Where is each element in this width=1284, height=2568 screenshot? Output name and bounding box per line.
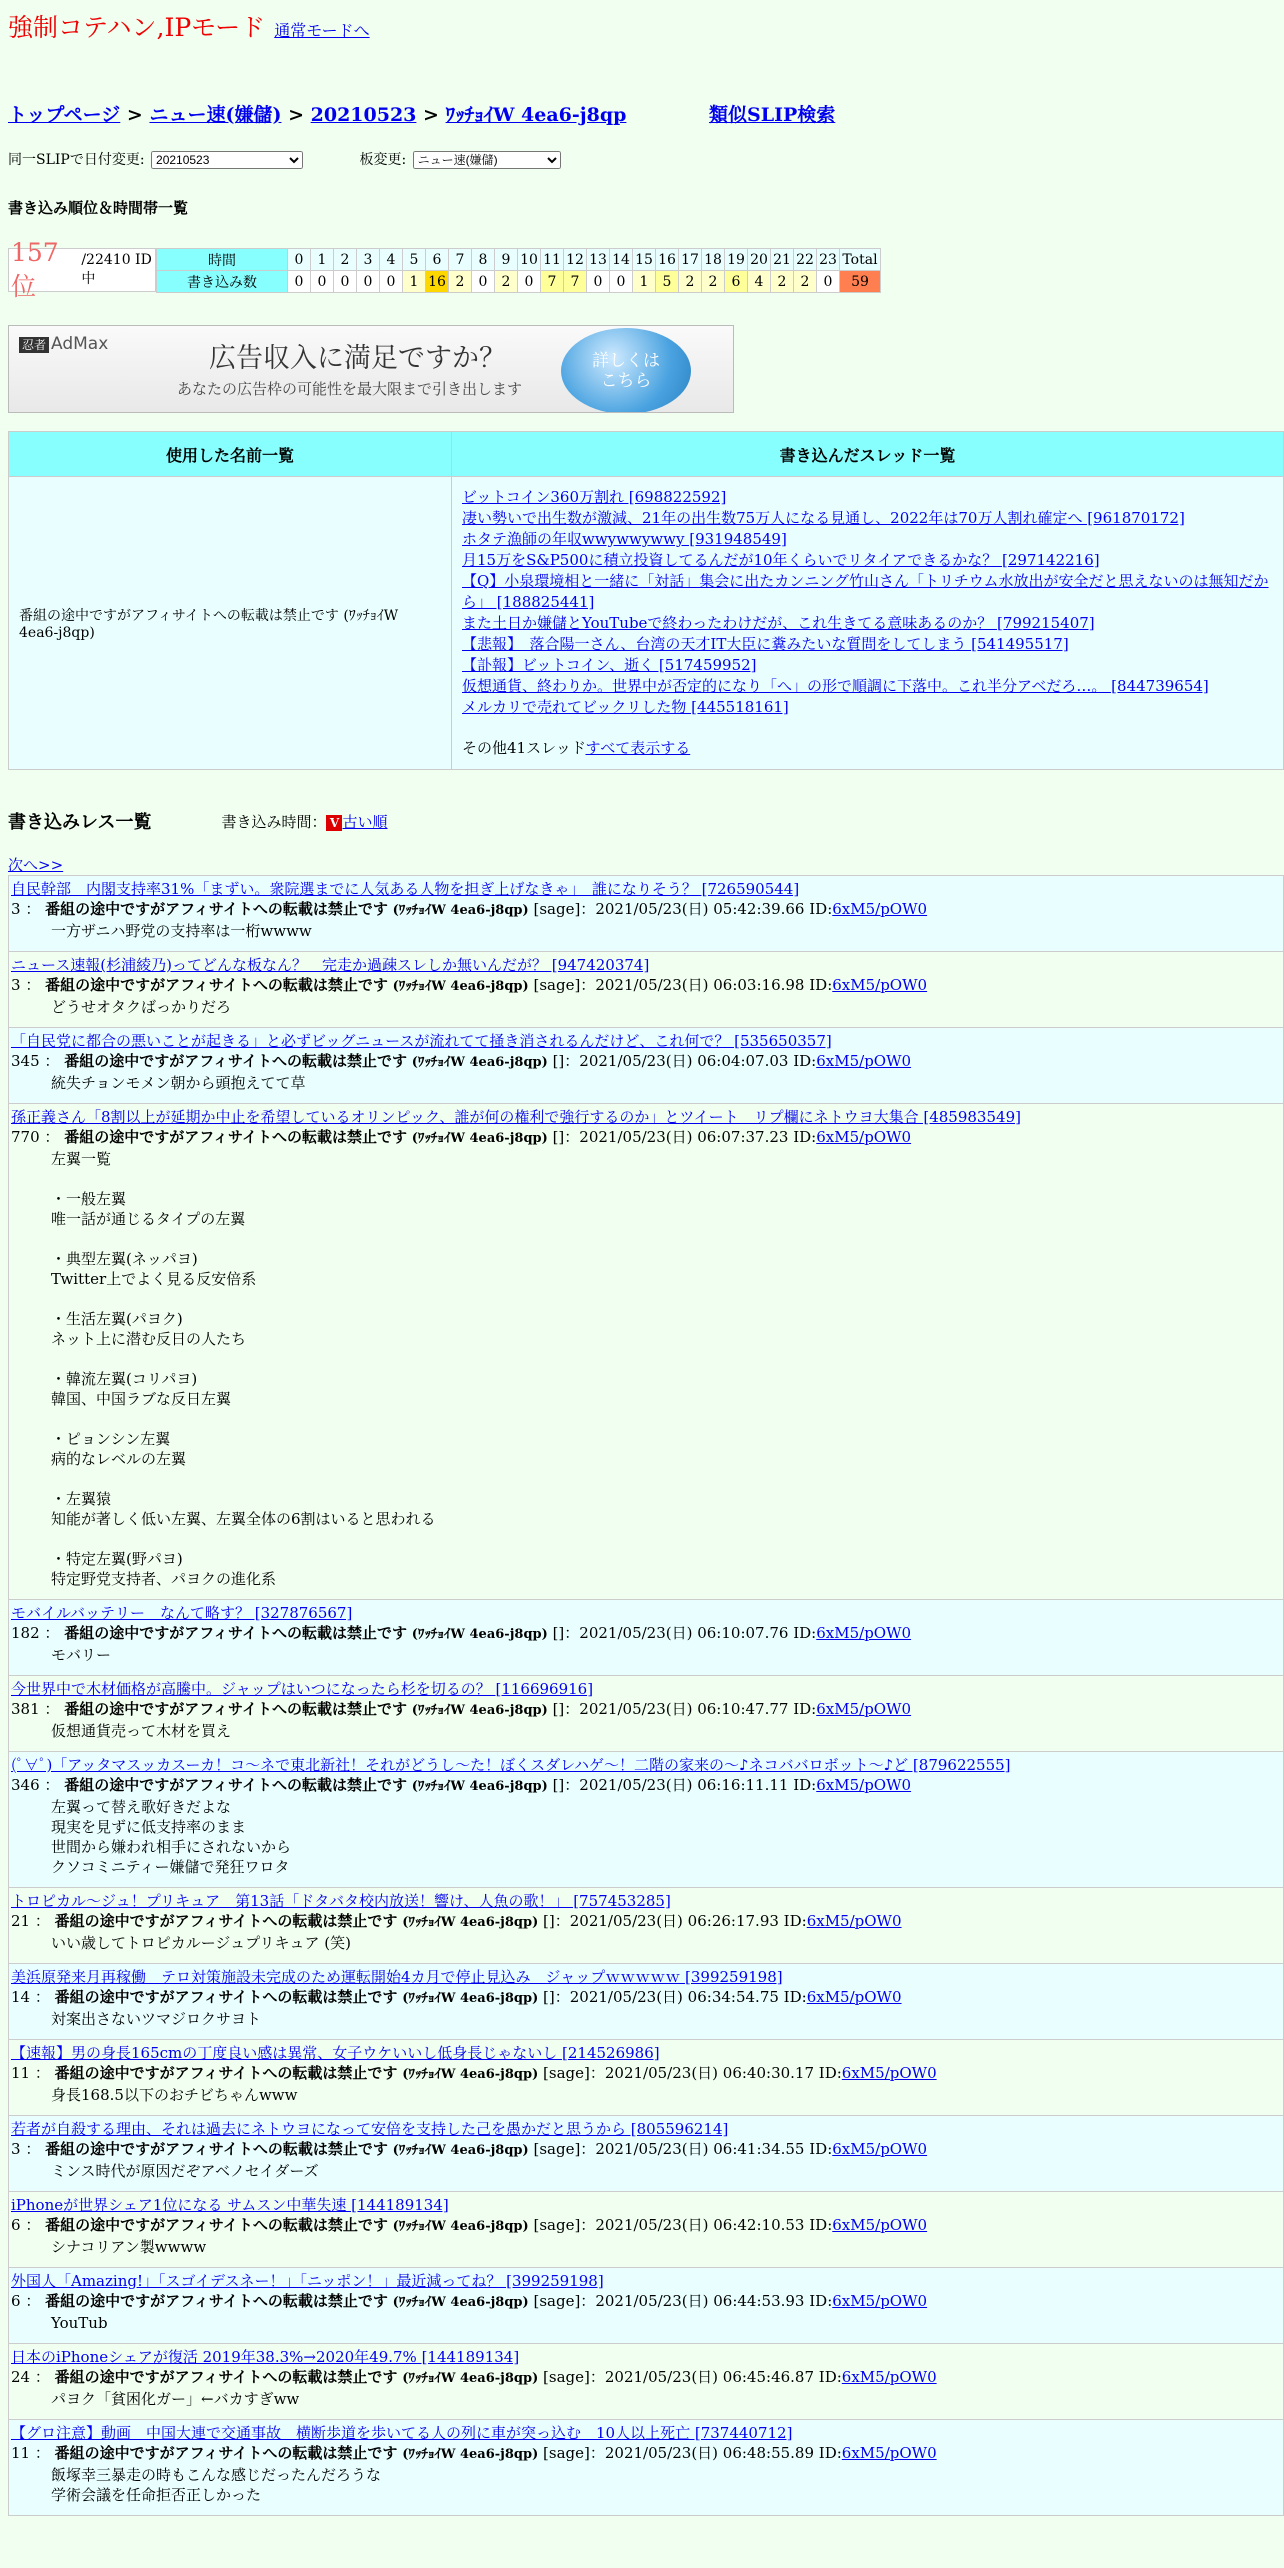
post-date: 2021/05/23(日) 06:45:46.87 bbox=[604, 2368, 815, 2386]
post-thread-link[interactable]: 【グロ注意】動画 中国大連で交通事故 横断歩道を歩いてる人の列に車が突っ込む 10人以上死亡 [737440712] bbox=[11, 2424, 793, 2442]
post-thread-link[interactable]: 【速報】男の身長165cmの丁度良い感は異常、女子ウケいいし低身長じゃないし [214526986] bbox=[11, 2044, 660, 2062]
post-header: 3 ： 番組の途中ですがアフィサイトへの転載は禁止です (ﾜｯﾁｮｲW 4ea6-j8qp) [sage]：2021/05/23(日) 05:42:39.66 ID:6xM5/pOW0 bbox=[11, 900, 928, 918]
post-author-name: 番組の途中ですがアフィサイトへの転載は禁止です bbox=[64, 1776, 407, 1794]
post-header: 381 ： 番組の途中ですがアフィサイトへの転載は禁止です (ﾜｯﾁｮｲW 4ea6-j8qp) []：2021/05/23(日) 06:10:47.77 ID:6xM5/pOW0 bbox=[11, 1700, 912, 1718]
used-name: 番組の途中ですがアフィサイトへの転載は禁止です (ﾜｯﾁｮｲW 4ea6-j8qp) bbox=[9, 477, 452, 770]
thread-link[interactable]: また土日か嫌儲とYouTubeで終わったわけだが、これ生きてる意味あるのか？ [799215407] bbox=[462, 614, 1095, 632]
post-header: 3 ： 番組の途中ですがアフィサイトへの転載は禁止です (ﾜｯﾁｮｲW 4ea6-j8qp) [sage]：2021/05/23(日) 06:41:34.55 ID:6xM5/pOW0 bbox=[11, 2140, 928, 2158]
admax-logo bbox=[19, 334, 108, 354]
post-id-link[interactable]: 6xM5/pOW0 bbox=[832, 2140, 928, 2158]
post-number: 346 bbox=[11, 1776, 40, 1794]
post-date: 2021/05/23(日) 06:40:30.17 bbox=[604, 2064, 815, 2082]
count-cell: 4 bbox=[748, 271, 771, 293]
count-cell: 0 bbox=[357, 271, 380, 293]
time-label: 時間 bbox=[157, 249, 288, 271]
post-item bbox=[8, 1964, 1284, 2040]
post-mail: [] bbox=[543, 1912, 555, 1930]
breadcrumb-board[interactable]: ニュー速(嫌儲) bbox=[149, 104, 282, 126]
post-author-name: 番組の途中ですがアフィサイトへの転載は禁止です bbox=[54, 2444, 398, 2462]
post-thread-link[interactable]: トロピカル～ジュ！プリキュア 第13話「ドタバタ校内放送！響け、人魚の歌！」 [757453285] bbox=[11, 1892, 671, 1910]
breadcrumb-slip[interactable]: ﾜｯﾁｮｲW 4ea6-j8qp bbox=[445, 104, 627, 126]
post-thread-link[interactable]: (ﾟ∀ﾟ)「アッタマスッカスーカ！コ～ネで東北新社！それがどうし～た！ぼくスダレハゲ～！二階の家来の～♪ネコババロボット～♪ど [879622555] bbox=[11, 1756, 1011, 1774]
post-date: 2021/05/23(日) 06:10:47.77 bbox=[579, 1700, 789, 1718]
post-item bbox=[8, 952, 1284, 1028]
post-author-name: 番組の途中ですがアフィサイトへの転載は禁止です bbox=[64, 1052, 407, 1070]
ad-banner[interactable] bbox=[8, 325, 734, 413]
count-cell: 0 bbox=[288, 271, 311, 293]
post-author-name: 番組の途中ですがアフィサイトへの転載は禁止です bbox=[54, 1988, 398, 2006]
post-trip: (ﾜｯﾁｮｲW 4ea6-j8qp) bbox=[402, 2447, 539, 2462]
post-item bbox=[8, 2344, 1284, 2420]
hourly-table bbox=[156, 248, 881, 293]
post-id-link[interactable]: 6xM5/pOW0 bbox=[832, 976, 928, 994]
count-cell: 2 bbox=[794, 271, 817, 293]
hour-cell: 2 bbox=[334, 249, 357, 271]
post-header: 21 ： 番組の途中ですがアフィサイトへの転載は禁止です (ﾜｯﾁｮｲW 4ea6-j8qp) []：2021/05/23(日) 06:26:17.93 ID:6xM5/pOW0 bbox=[11, 1912, 902, 1930]
breadcrumb-sep: > bbox=[126, 104, 143, 126]
hour-cell: 8 bbox=[472, 249, 495, 271]
post-mail: [sage] bbox=[533, 2292, 581, 2310]
hour-cell: 18 bbox=[702, 249, 725, 271]
hour-cell: 23 bbox=[817, 249, 840, 271]
post-item bbox=[8, 2268, 1284, 2344]
post-trip: (ﾜｯﾁｮｲW 4ea6-j8qp) bbox=[392, 979, 529, 994]
hour-cell: Total bbox=[840, 249, 881, 271]
hour-cell: 4 bbox=[380, 249, 403, 271]
hour-cell: 15 bbox=[633, 249, 656, 271]
post-body: 身長168.5以下のおチビちゃんwww bbox=[51, 2086, 298, 2104]
post-number: 6 bbox=[11, 2216, 21, 2234]
board-select[interactable] bbox=[413, 151, 561, 169]
count-cell: 2 bbox=[679, 271, 702, 293]
thread-link[interactable]: ホタテ漁師の年収wwywwywwy [931948549] bbox=[462, 530, 787, 548]
post-item bbox=[8, 2420, 1284, 2516]
post-trip: (ﾜｯﾁｮｲW 4ea6-j8qp) bbox=[392, 2143, 529, 2158]
sort-control bbox=[221, 811, 387, 832]
count-cell: 0 bbox=[518, 271, 541, 293]
hour-cell: 12 bbox=[564, 249, 587, 271]
thread-link[interactable]: メルカリで売れてビックリした物 [445518161] bbox=[462, 698, 789, 716]
post-thread-link[interactable]: 「自民党に都合の悪いことが起きる」と必ずビッグニュースが流れてて掻き消されるんだけど、これ何で？ [535650357] bbox=[11, 1032, 832, 1050]
breadcrumb-sep: > bbox=[423, 104, 439, 126]
count-cell: 1 bbox=[403, 271, 426, 293]
rank-stats bbox=[8, 237, 1276, 301]
post-body: パヨク「貧困化ガー」←バカすぎww bbox=[51, 2390, 300, 2408]
count-cell: 0 bbox=[587, 271, 610, 293]
ad-title: 広告収入に満足ですか？ bbox=[209, 343, 506, 374]
post-item bbox=[8, 1104, 1284, 1600]
post-author-name: 番組の途中ですがアフィサイトへの転載は禁止です bbox=[54, 1912, 398, 1930]
names-threads-table bbox=[8, 431, 1284, 770]
thread-link[interactable]: 【悲報】 落合陽一さん、台湾の天才IT大臣に糞みたいな質問をしてしまう [541495517] bbox=[462, 635, 1069, 653]
count-cell: 2 bbox=[771, 271, 794, 293]
post-number: 21 bbox=[11, 1912, 31, 1930]
post-date: 2021/05/23(日) 06:04:07.03 bbox=[579, 1052, 789, 1070]
show-all-link[interactable]: すべて表示する bbox=[585, 739, 691, 757]
post-id-link[interactable]: 6xM5/pOW0 bbox=[816, 1624, 912, 1642]
post-thread-link[interactable]: ニュース速報(杉浦綾乃)ってどんな板なん？ 完走か過疎スレしか無いんだが？ [947420374] bbox=[11, 956, 650, 974]
rank-heading: 書き込み順位＆時間帯一覧 bbox=[8, 199, 189, 217]
hour-cell: 17 bbox=[679, 249, 702, 271]
hour-cell: 7 bbox=[449, 249, 472, 271]
thread-link[interactable]: 【Q】小泉環境相と一緒に「対話」集会に出たカンニング竹山さん「トリチウム水放出が安全だと思えないのは無知だから」 [188825441] bbox=[462, 572, 1269, 611]
post-body: 飯塚幸三暴走の時もこんな感じだったんだろうな 学術会議を任命拒否正しかった bbox=[51, 2466, 382, 2504]
post-trip: (ﾜｯﾁｮｲW 4ea6-j8qp) bbox=[411, 1055, 548, 1070]
post-author-name: 番組の途中ですがアフィサイトへの転載は禁止です bbox=[45, 2140, 388, 2158]
hour-cell: 0 bbox=[288, 249, 311, 271]
post-item bbox=[8, 1888, 1284, 1964]
post-trip: (ﾜｯﾁｮｲW 4ea6-j8qp) bbox=[402, 1915, 539, 1930]
post-author-name: 番組の途中ですがアフィサイトへの転載は禁止です bbox=[54, 2368, 398, 2386]
post-mail: [sage] bbox=[543, 2368, 590, 2386]
thread-link[interactable]: 月15万をS&P500に積立投資してるんだが10年くらいでリタイアできるかな？ [297142216] bbox=[462, 551, 1100, 569]
post-mail: [sage] bbox=[533, 2216, 581, 2234]
hour-cell: 21 bbox=[771, 249, 794, 271]
ad-subtitle: あなたの広告枠の可能性を最大限まで引き出します bbox=[177, 380, 523, 398]
post-thread-link[interactable]: 今世界中で木材価格が高騰中。ジャップはいつになったら杉を切るの？ [116696916] bbox=[11, 1680, 594, 1698]
post-number: 24 bbox=[11, 2368, 31, 2386]
post-date: 2021/05/23(日) 06:03:16.98 bbox=[595, 976, 805, 994]
post-item bbox=[8, 876, 1284, 952]
sort-order-icon[interactable]: V bbox=[326, 815, 342, 831]
count-cell: 1 bbox=[633, 271, 656, 293]
names-col-header: 使用した名前一覧 bbox=[9, 432, 452, 477]
post-trip: (ﾜｯﾁｮｲW 4ea6-j8qp) bbox=[402, 1991, 539, 2006]
hour-cell: 6 bbox=[426, 249, 449, 271]
post-date: 2021/05/23(日) 06:34:54.75 bbox=[569, 1988, 779, 2006]
post-number: 3 bbox=[11, 900, 21, 918]
post-header: 346 ： 番組の途中ですがアフィサイトへの転載は禁止です (ﾜｯﾁｮｲW 4ea6-j8qp) []：2021/05/23(日) 06:16:11.11 ID:6xM5/pOW0 bbox=[11, 1776, 912, 1794]
other-threads-count: その他41スレッド bbox=[462, 739, 586, 757]
post-id-link[interactable]: 6xM5/pOW0 bbox=[816, 1052, 912, 1070]
breadcrumb-sep: > bbox=[288, 104, 304, 126]
count-cell: 7 bbox=[541, 271, 564, 293]
admax-logo-text: AdMax bbox=[51, 334, 109, 354]
post-header: 11 ： 番組の途中ですがアフィサイトへの転載は禁止です (ﾜｯﾁｮｲW 4ea6-j8qp) [sage]：2021/05/23(日) 06:48:55.89 ID:6xM5/pOW0 bbox=[11, 2444, 937, 2462]
breadcrumb bbox=[8, 100, 1276, 127]
ad-button-label: 詳しくは こちら bbox=[592, 350, 660, 391]
post-author-name: 番組の途中ですがアフィサイトへの転載は禁止です bbox=[54, 2064, 398, 2082]
post-author-name: 番組の途中ですがアフィサイトへの転載は禁止です bbox=[64, 1700, 407, 1718]
post-thread-link[interactable]: 若者が自殺する理由、それは過去にネトウヨになって安倍を支持した己を愚かだと思うから [805596214] bbox=[11, 2120, 729, 2138]
selectors bbox=[8, 149, 1276, 169]
post-date: 2021/05/23(日) 06:26:17.93 bbox=[569, 1912, 779, 1930]
post-id-link[interactable]: 6xM5/pOW0 bbox=[832, 2216, 928, 2234]
post-number: 770 bbox=[11, 1128, 40, 1146]
post-item bbox=[8, 1752, 1284, 1888]
post-date: 2021/05/23(日) 06:07:37.23 bbox=[579, 1128, 789, 1146]
post-header: 14 ： 番組の途中ですがアフィサイトへの転載は禁止です (ﾜｯﾁｮｲW 4ea6-j8qp) []：2021/05/23(日) 06:34:54.75 ID:6xM5/pOW0 bbox=[11, 1988, 902, 2006]
breadcrumb-top[interactable]: トップページ bbox=[8, 104, 121, 126]
post-mail: [sage] bbox=[543, 2064, 590, 2082]
post-thread-link[interactable]: 日本のiPhoneシェアが復活 2019年38.3%→2020年49.7% [144189134] bbox=[11, 2348, 520, 2366]
post-trip: (ﾜｯﾁｮｲW 4ea6-j8qp) bbox=[411, 1627, 548, 1642]
post-date: 2021/05/23(日) 05:42:39.66 bbox=[595, 900, 805, 918]
date-select[interactable] bbox=[151, 151, 303, 169]
post-date: 2021/05/23(日) 06:48:55.89 bbox=[604, 2444, 815, 2462]
board-select-label: 板変更: bbox=[359, 152, 407, 168]
normal-mode-link[interactable]: 通常モードへ bbox=[274, 21, 370, 40]
post-body: モバリー bbox=[51, 1646, 112, 1664]
count-cell: 2 bbox=[449, 271, 472, 293]
rank-box bbox=[8, 237, 156, 301]
thread-link[interactable]: 凄い勢いで出生数が激減、21年の出生数75万人になる見通し、2022年は70万人割れ確定へ [961870172] bbox=[462, 509, 1185, 527]
count-cell: 6 bbox=[725, 271, 748, 293]
post-id-link[interactable]: 6xM5/pOW0 bbox=[806, 1912, 902, 1930]
count-cell: 0 bbox=[311, 271, 334, 293]
post-thread-link[interactable]: 美浜原発来月再稼働 テロ対策施設未完成のため運転開始4カ月で停止見込み ジャップｗｗｗｗｗ [399259198] bbox=[11, 1968, 783, 1986]
post-number: 11 bbox=[11, 2444, 31, 2462]
count-cell: 2 bbox=[495, 271, 518, 293]
post-header: 770 ： 番組の途中ですがアフィサイトへの転載は禁止です (ﾜｯﾁｮｲW 4ea6-j8qp) []：2021/05/23(日) 06:07:37.23 ID:6xM5/pOW0 bbox=[11, 1128, 912, 1146]
post-thread-link[interactable]: 孫正義さん「8割以上が延期か中止を希望しているオリンピック、誰が何の権利で強行するのか」とツイート リプ欄にネトウヨ大集合 [485983549] bbox=[11, 1108, 1021, 1126]
hour-cell: 16 bbox=[656, 249, 679, 271]
thread-list bbox=[462, 487, 1273, 718]
count-cell: 5 bbox=[656, 271, 679, 293]
post-body: シナコリアン製wwww bbox=[51, 2238, 207, 2256]
rank-total: /22410 ID中 bbox=[81, 252, 152, 287]
post-mail: [] bbox=[543, 1988, 555, 2006]
count-label: 書き込み数 bbox=[157, 271, 288, 293]
post-mail: [sage] bbox=[533, 976, 581, 994]
post-number: 11 bbox=[11, 2064, 31, 2082]
post-header: 11 ： 番組の途中ですがアフィサイトへの転載は禁止です (ﾜｯﾁｮｲW 4ea6-j8qp) [sage]：2021/05/23(日) 06:40:30.17 ID:6xM5/pOW0 bbox=[11, 2064, 937, 2082]
sort-label: 書き込み時間： bbox=[221, 812, 327, 831]
post-body: 対案出さないツマジロクサヨト bbox=[51, 2010, 262, 2028]
post-body: 一方ザニハ野党の支持率は一桁wwww bbox=[51, 922, 312, 940]
post-header: 182 ： 番組の途中ですがアフィサイトへの転載は禁止です (ﾜｯﾁｮｲW 4ea6-j8qp) []：2021/05/23(日) 06:10:07.76 ID:6xM5/pOW0 bbox=[11, 1624, 912, 1642]
post-author-name: 番組の途中ですがアフィサイトへの転載は禁止です bbox=[64, 1128, 407, 1146]
date-select-label: 同一SLIPで日付変更: bbox=[8, 152, 145, 168]
post-trip: (ﾜｯﾁｮｲW 4ea6-j8qp) bbox=[402, 2371, 539, 2386]
post-trip: (ﾜｯﾁｮｲW 4ea6-j8qp) bbox=[392, 2295, 529, 2310]
post-body: どうせオタクばっかりだろ bbox=[51, 998, 232, 1016]
post-number: 14 bbox=[11, 1988, 31, 2006]
post-mail: [] bbox=[552, 1052, 565, 1070]
post-header: 6 ： 番組の途中ですがアフィサイトへの転載は禁止です (ﾜｯﾁｮｲW 4ea6-j8qp) [sage]：2021/05/23(日) 06:42:10.53 ID:6xM5/pOW0 bbox=[11, 2216, 928, 2234]
post-author-name: 番組の途中ですがアフィサイトへの転載は禁止です bbox=[45, 2292, 388, 2310]
post-thread-link[interactable]: 外国人「Amazing!」「スゴイデスネー！」「ニッポン！」最近減ってね？ [399259198] bbox=[11, 2272, 604, 2290]
post-mail: [sage] bbox=[533, 2140, 581, 2158]
post-trip: (ﾜｯﾁｮｲW 4ea6-j8qp) bbox=[411, 1131, 548, 1146]
post-id-link[interactable]: 6xM5/pOW0 bbox=[841, 2064, 937, 2082]
hour-cell: 3 bbox=[357, 249, 380, 271]
hour-cell: 10 bbox=[518, 249, 541, 271]
post-number: 3 bbox=[11, 976, 21, 994]
post-item bbox=[8, 1676, 1284, 1752]
hour-cell: 11 bbox=[541, 249, 564, 271]
post-number: 3 bbox=[11, 2140, 21, 2158]
post-author-name: 番組の途中ですがアフィサイトへの転載は禁止です bbox=[45, 900, 388, 918]
post-item bbox=[8, 2116, 1284, 2192]
post-thread-link[interactable]: iPhoneが世界シェア1位になる サムスン中華失速 [144189134] bbox=[11, 2196, 449, 2214]
post-number: 6 bbox=[11, 2292, 21, 2310]
hour-cell: 5 bbox=[403, 249, 426, 271]
post-trip: (ﾜｯﾁｮｲW 4ea6-j8qp) bbox=[392, 903, 529, 918]
post-date: 2021/05/23(日) 06:42:10.53 bbox=[595, 2216, 805, 2234]
count-cell: 0 bbox=[334, 271, 357, 293]
post-item bbox=[8, 2192, 1284, 2268]
threads-col-header: 書き込んだスレッド一覧 bbox=[452, 432, 1284, 477]
post-date: 2021/05/23(日) 06:41:34.55 bbox=[595, 2140, 805, 2158]
post-mail: [] bbox=[552, 1776, 565, 1794]
post-header: 24 ： 番組の途中ですがアフィサイトへの転載は禁止です (ﾜｯﾁｮｲW 4ea6-j8qp) [sage]：2021/05/23(日) 06:45:46.87 ID:6xM5/pOW0 bbox=[11, 2368, 937, 2386]
post-body: いい歳してトロピカルージュプリキュア (笑) bbox=[51, 1934, 351, 1952]
post-date: 2021/05/23(日) 06:16:11.11 bbox=[579, 1776, 789, 1794]
post-mail: [] bbox=[552, 1128, 565, 1146]
post-id-link[interactable]: 6xM5/pOW0 bbox=[832, 900, 928, 918]
post-body: 仮想通貨売って木材を買え bbox=[51, 1722, 232, 1740]
next-page-link[interactable]: 次へ>> bbox=[8, 856, 64, 874]
post-trip: (ﾜｯﾁｮｲW 4ea6-j8qp) bbox=[411, 1779, 548, 1794]
post-mail: [] bbox=[552, 1700, 565, 1718]
post-mail: [sage] bbox=[543, 2444, 590, 2462]
post-body: YouTub bbox=[51, 2314, 108, 2332]
post-body: ミンス時代が原因だぞアベノセイダーズ bbox=[51, 2162, 319, 2180]
post-author-name: 番組の途中ですがアフィサイトへの転載は禁止です bbox=[64, 1624, 407, 1642]
post-header: 6 ： 番組の途中ですがアフィサイトへの転載は禁止です (ﾜｯﾁｮｲW 4ea6-j8qp) [sage]：2021/05/23(日) 06:44:53.93 ID:6xM5/pOW0 bbox=[11, 2292, 928, 2310]
post-header: 345 ： 番組の途中ですがアフィサイトへの転載は禁止です (ﾜｯﾁｮｲW 4ea6-j8qp) []：2021/05/23(日) 06:04:07.03 ID:6xM5/pOW0 bbox=[11, 1052, 912, 1070]
count-cell: 0 bbox=[380, 271, 403, 293]
thread-link[interactable]: ビットコイン360万割れ [698822592] bbox=[462, 488, 727, 506]
post-trip: (ﾜｯﾁｮｲW 4ea6-j8qp) bbox=[402, 2067, 539, 2082]
post-id-link[interactable]: 6xM5/pOW0 bbox=[841, 2368, 937, 2386]
post-date: 2021/05/23(日) 06:44:53.93 bbox=[595, 2292, 805, 2310]
posts-title: 書き込みレス一覧 bbox=[8, 812, 152, 833]
breadcrumb-date[interactable]: 20210523 bbox=[310, 104, 417, 126]
post-id-link[interactable]: 6xM5/pOW0 bbox=[816, 1128, 912, 1146]
oldest-first-link[interactable]: 古い順 bbox=[342, 812, 388, 831]
rank-position: 157 位 bbox=[11, 237, 59, 301]
post-trip: (ﾜｯﾁｮｲW 4ea6-j8qp) bbox=[411, 1703, 548, 1718]
post-number: 182 bbox=[11, 1624, 40, 1642]
post-id-link[interactable]: 6xM5/pOW0 bbox=[841, 2444, 937, 2462]
post-id-link[interactable]: 6xM5/pOW0 bbox=[832, 2292, 928, 2310]
post-item bbox=[8, 1600, 1284, 1676]
post-id-link[interactable]: 6xM5/pOW0 bbox=[816, 1776, 912, 1794]
count-cell: 0 bbox=[817, 271, 840, 293]
post-author-name: 番組の途中ですがアフィサイトへの転載は禁止です bbox=[45, 976, 388, 994]
posts-list bbox=[8, 875, 1284, 2516]
mode-title: 強制コテハン,IPモード bbox=[8, 13, 266, 42]
hour-cell: 22 bbox=[794, 249, 817, 271]
count-cell: 16 bbox=[426, 271, 449, 293]
post-body: 左翼一覧 ・一般左翼 唯一話が通じるタイプの左翼 ・典型左翼(ネッパヨ) Twitter上でよく見る反安倍系 ・生活左翼(パヨク) ネット上に潜む反日の人たち ・韓流左翼(コリパヨ) 韓国、中国ラブな反日左翼 ・ピョンシン左翼 病的なレベルの左翼 ・左翼猿 知能が著しく低い左翼、左翼全体の6割はいると思われる ・特定左翼(野パヨ) 特定野党支持者、パヨクの進化系 bbox=[51, 1150, 436, 1588]
hour-cell: 9 bbox=[495, 249, 518, 271]
post-item bbox=[8, 2040, 1284, 2116]
count-cell: 0 bbox=[472, 271, 495, 293]
ad-details-button[interactable] bbox=[561, 328, 691, 413]
count-cell: 0 bbox=[610, 271, 633, 293]
hour-cell: 20 bbox=[748, 249, 771, 271]
post-mail: [] bbox=[552, 1624, 565, 1642]
hour-cell: 19 bbox=[725, 249, 748, 271]
post-number: 381 bbox=[11, 1700, 40, 1718]
count-cell: 2 bbox=[702, 271, 725, 293]
mode-line bbox=[8, 0, 1276, 48]
admax-logo-mark: 忍者 bbox=[19, 337, 49, 353]
posts-header bbox=[8, 808, 1276, 834]
post-thread-link[interactable]: モバイルバッテリー なんて略す？ [327876567] bbox=[11, 1604, 353, 1622]
post-body: 統失チョンモメン朝から頭抱えてて草 bbox=[51, 1074, 306, 1092]
other-threads bbox=[462, 738, 1273, 759]
hour-cell: 13 bbox=[587, 249, 610, 271]
post-id-link[interactable]: 6xM5/pOW0 bbox=[816, 1700, 912, 1718]
post-mail: [sage] bbox=[533, 900, 581, 918]
thread-link[interactable]: 仮想通貨、終わりか。世界中が否定的になり「へ」の形で順調に下落中。これ半分アベだろ…。 [844739654] bbox=[462, 677, 1209, 695]
hour-cell: 14 bbox=[610, 249, 633, 271]
post-body: 左翼って替え歌好きだよな 現実を見ずに低支持率のまま 世間から嫌われ相手にされないから クソコミニティー嫌儲で発狂ワロタ bbox=[51, 1798, 292, 1876]
count-cell: 7 bbox=[564, 271, 587, 293]
post-trip: (ﾜｯﾁｮｲW 4ea6-j8qp) bbox=[392, 2219, 529, 2234]
post-thread-link[interactable]: 自民幹部 内閣支持率31%「まずい。衆院選までに人気ある人物を担ぎ上げなきゃ」 誰になりそう？ [726590544] bbox=[11, 880, 800, 898]
thread-link[interactable]: 【訃報】ビットコイン、逝く [517459952] bbox=[462, 656, 757, 674]
post-id-link[interactable]: 6xM5/pOW0 bbox=[806, 1988, 902, 2006]
post-date: 2021/05/23(日) 06:10:07.76 bbox=[579, 1624, 789, 1642]
post-number: 345 bbox=[11, 1052, 40, 1070]
post-item bbox=[8, 1028, 1284, 1104]
count-cell: 59 bbox=[840, 271, 881, 293]
post-author-name: 番組の途中ですがアフィサイトへの転載は禁止です bbox=[45, 2216, 388, 2234]
post-header: 3 ： 番組の途中ですがアフィサイトへの転載は禁止です (ﾜｯﾁｮｲW 4ea6-j8qp) [sage]：2021/05/23(日) 06:03:16.98 ID:6xM5/pOW0 bbox=[11, 976, 928, 994]
hour-cell: 1 bbox=[311, 249, 334, 271]
similar-slip-search-link[interactable]: 類似SLIP検索 bbox=[709, 104, 836, 126]
